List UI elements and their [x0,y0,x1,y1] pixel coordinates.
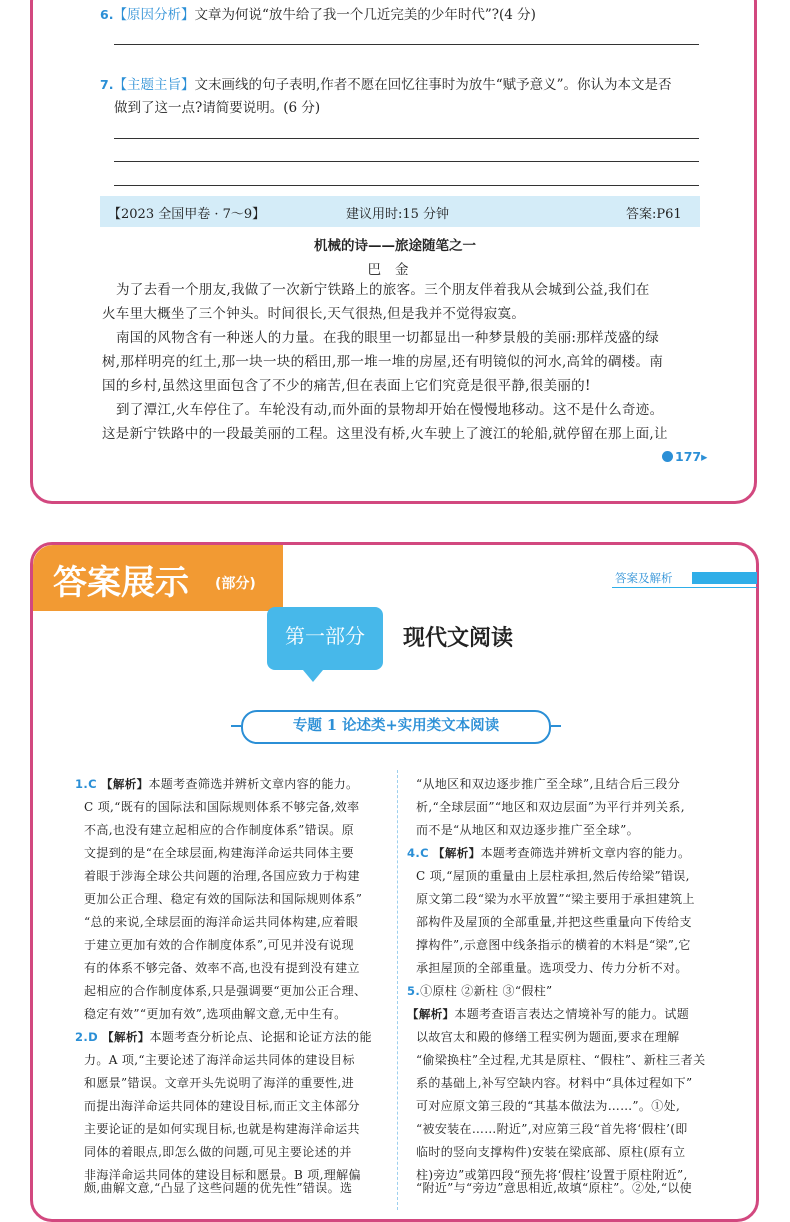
answer-text: 本题考查语言表达之情境补写的能力。试题 [454,1007,690,1021]
article-line: 火车里大概坐了三个钟头。时间很长,天气很热,但是我并不觉得寂寞。 [102,306,526,322]
answer-line: 原文第二段“梁为水平放置”“梁主要用于承担建筑上 [416,892,695,906]
arrow-right-icon: ▸ [701,449,708,464]
answer-tag: 【解析】 [102,1030,150,1044]
answer-line: 柱)旁边”或第四段“预先将‘假柱’设置于原柱附近”, [416,1168,688,1182]
question-number: 6. [100,7,114,22]
answer-line: 和愿景”错误。文章开头先说明了海洋的重要性,进 [84,1076,355,1090]
answer-line: 非海洋命运共同体的建设目标和愿景。B 项,理解偏 [84,1168,361,1182]
article-line: 树,那样明亮的红土,那一块一块的稻田,那一堆一堆的房屋,还有明镜似的河水,高耸的碉楼。南 [102,354,664,370]
answer-line: “总的来说,全球层面的海洋命运共同体构建,应着眼 [84,915,359,929]
answer-text: 本题考查分析论点、论据和论证方法的能 [149,1030,372,1044]
suggested-time: 建议用时:15 分钟 [346,207,450,222]
answer-line[interactable] [114,161,699,162]
article-author: 巴金 [367,262,423,278]
answer-line: 析,“全球层面”“地区和双边层面”为平行并列关系, [416,800,685,814]
page-dot-icon [662,451,673,462]
answer-tag: 【解析】 [407,1007,455,1021]
answer-number: 1.C [75,777,97,791]
banner-title: 答案展示 [53,563,189,603]
article-line: 到了潭江,火车停住了。车轮没有动,而外面的景物却开始在慢慢地移动。这不是什么奇迹。 [116,402,664,418]
topic-badge: 专题 1 论述类+实用类文本阅读 [241,710,551,744]
source-info-bar [100,196,700,227]
answer-line: 系的基础上,补写空缺内容。材料中“具体过程如下” [416,1076,693,1090]
article-line: 国的乡村,虽然这里面包含了不少的痛苦,但在表面上它们究竟是很平静,很美丽的! [102,378,591,394]
answer-line: 不高,也没有建立起相应的合作制度体系”错误。原 [84,823,355,837]
answer-line[interactable] [114,185,699,186]
answer-item-1 [75,773,358,796]
question-number: 7. [100,77,114,92]
answer-text: 本题考查筛选并辨析文章内容的能力。 [480,846,691,860]
answer-text: ①原柱 ②新柱 ③“假柱” [420,984,553,998]
answer-line: “被安装在……附近”,对应第三段“首先将‘假柱’(即 [416,1122,688,1136]
answer-line: 稳定有效”“更加有效”,选项曲解文意,无中生有。 [84,1007,347,1021]
answer-line: 而提出海洋命运共同体的建设目标,而正文主体部分 [84,1099,360,1113]
label-underline [612,587,757,588]
answer-line: C 项,“屋顶的重量由上层柱承担,然后传给梁”错误, [416,869,690,883]
answer-line: 以故宫太和殿的修缮工程实例为题面,要求在理解 [416,1030,680,1044]
question-text: 文末画线的句子表明,作者不愿在回忆往事时为放牛“赋予意义”。你认为本文是否 [194,77,672,93]
answer-line: 可对应原文第三段的“其基本做法为……”。①处, [416,1099,681,1113]
answer-line: 承担屋顶的全部重量。选项受力、传力分析不对。 [416,961,688,975]
question-7-cont: 做到了这一点?请简要说明。(6 分) [114,100,321,116]
label-bar [692,572,757,584]
answer-line[interactable] [114,44,699,45]
answer-line: 起相应的合作制度体系,只是强调要“更加公正合理、 [84,984,367,998]
answer-item-5 [407,980,553,1003]
answer-item-4 [407,842,690,865]
answer-analysis-label [612,570,757,586]
answer-number: 4.C [407,846,429,860]
answer-line: C 项,“既有的国际法和国际规则体系不够完备,效率 [84,800,360,814]
question-tag: 【主题主旨】 [113,77,195,93]
answer-line: 同体的着眼点,即怎么做的问题,可见主要论述的并 [84,1145,352,1159]
answer-tag: 【解析】 [433,846,481,860]
answer-line: 主要论证的是如何实现目标,也就是构建海洋命运共 [84,1122,360,1136]
answer-line: 颇,曲解文意,“凸显了这些问题的优先性”错误。选 [84,1181,353,1195]
answer-line: 于建立更加有效的合作制度体系”,可见并没有说现 [84,938,355,952]
answer-number: 2.D [75,1030,98,1044]
question-6 [100,4,536,26]
page-number [662,449,707,464]
article-line: 为了去看一个朋友,我做了一次新宁铁路上的旅客。三个朋友伴着我从会城到公益,我们在 [116,282,650,298]
article-line: 这是新宁铁路中的一段最美丽的工程。这里没有桥,火车驶上了渡江的轮船,就停留在那上面,让 [102,426,668,442]
page-number-text: 177 [675,449,702,464]
column-divider [397,770,398,1210]
answer-banner [33,545,283,611]
answer-line: 撑构件”,示意图中线条指示的横着的木料是“梁”,它 [416,938,691,952]
answer-line: 文提到的是“在全球层面,构建海洋命运共同体主要 [84,846,355,860]
question-tag: 【原因分析】 [113,7,195,23]
article-line: 南国的风物含有一种迷人的力量。在我的眼里一切都显出一种梦景般的美丽:那样茂盛的绿 [116,330,660,346]
answer-line: “从地区和双边逐步推广至全球”,且结合后三段分 [416,777,681,791]
answer-line[interactable] [114,138,699,139]
question-text: 文章为何说“放牛给了我一个几近完美的少年时代”?(4 分) [194,7,536,23]
part-badge: 第一部分 [267,607,383,670]
answer-line: 有的体系不够完备、效率不高,也没有提到没有建立 [84,961,360,975]
answer-line: 着眼于涉海全球公共问题的治理,各国应致力于构建 [84,869,360,883]
answer-analysis [407,1003,689,1026]
answer-line: “附近”与“旁边”意思相近,故填“原柱”。②处,“以使 [416,1181,693,1195]
answer-analysis-text: 答案及解析 [615,571,673,585]
answer-tag: 【解析】 [101,777,149,791]
answer-line: “偷梁换柱”全过程,尤其是原柱、“假柱”、新柱三者关 [416,1053,706,1067]
banner-subtitle: (部分) [215,576,256,592]
answer-text: 本题考查筛选并辨析文章内容的能力。 [148,777,359,791]
answer-line: 力。A 项,“主要论述了海洋命运共同体的建设目标 [84,1053,355,1067]
answer-number: 5. [407,984,421,998]
answer-item-2 [75,1026,372,1049]
answer-line: 部构件及屋顶的全部重量,并把这些重量向下传给支 [416,915,692,929]
answer-line: 临时的竖向支撑构件)安装在梁底部、原柱(原有立 [416,1145,686,1159]
part-title: 现代文阅读 [403,621,513,652]
answer-line: 更加公正合理、稳定有效的国际法和国际规则体系” [84,892,363,906]
answer-page: 答案:P61 [626,207,682,222]
answer-line: 而不是“从地区和双边逐步推广至全球”。 [416,823,639,837]
source-label: 【2023 全国甲卷 · 7～9】 [108,207,266,222]
question-7 [100,74,672,96]
article-title: 机械的诗——旅途随笔之一 [314,238,476,254]
